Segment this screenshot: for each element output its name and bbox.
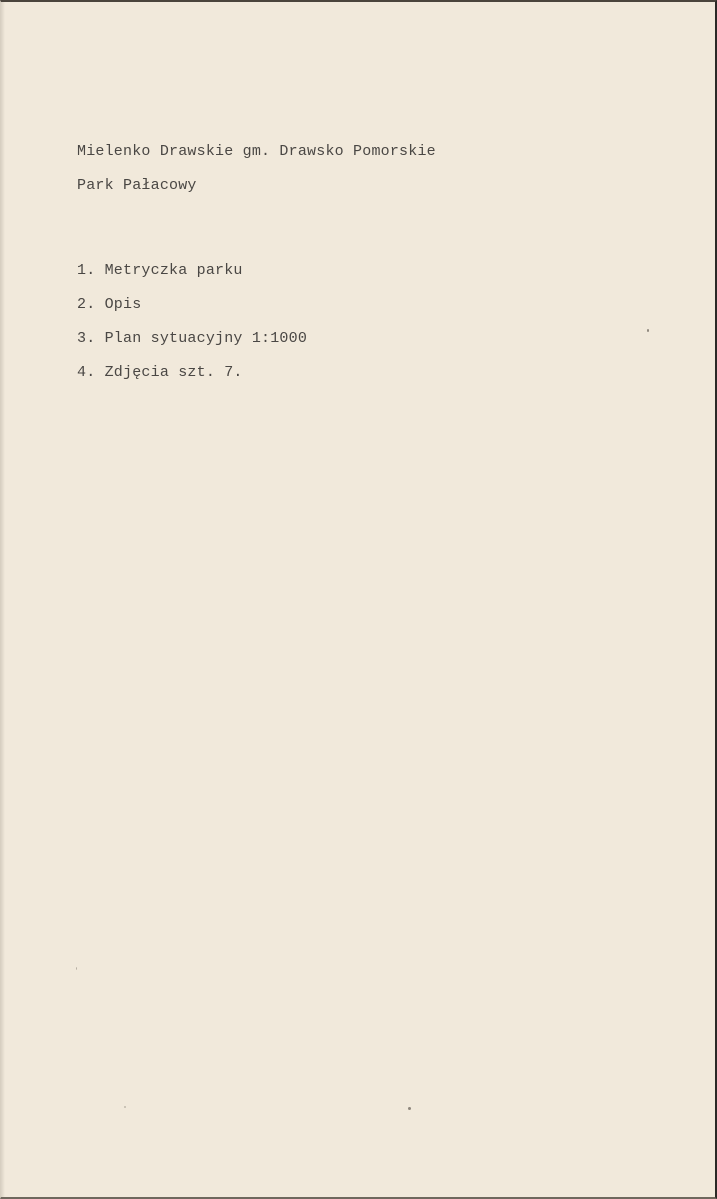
paper-speck <box>124 1106 126 1108</box>
contents-item-plan: 3. Plan sytuacyjny 1:1000 <box>77 330 308 347</box>
contents-list <box>77 254 307 390</box>
contents-item-metryczka: 1. Metryczka parku <box>77 262 243 279</box>
contents-item-opis: 2. Opis <box>77 296 142 313</box>
contents-item-zdjecia: 4. Zdjęcia szt. 7. <box>77 364 243 381</box>
park-name-line: Park Pałacowy <box>77 177 197 194</box>
paper-speck <box>647 329 649 332</box>
paper-speck <box>408 1107 411 1110</box>
page-edge-shadow <box>1 2 5 1199</box>
location-line: Mielenko Drawskie gm. Drawsko Pomorskie <box>77 143 436 160</box>
paper-speck <box>76 967 77 970</box>
